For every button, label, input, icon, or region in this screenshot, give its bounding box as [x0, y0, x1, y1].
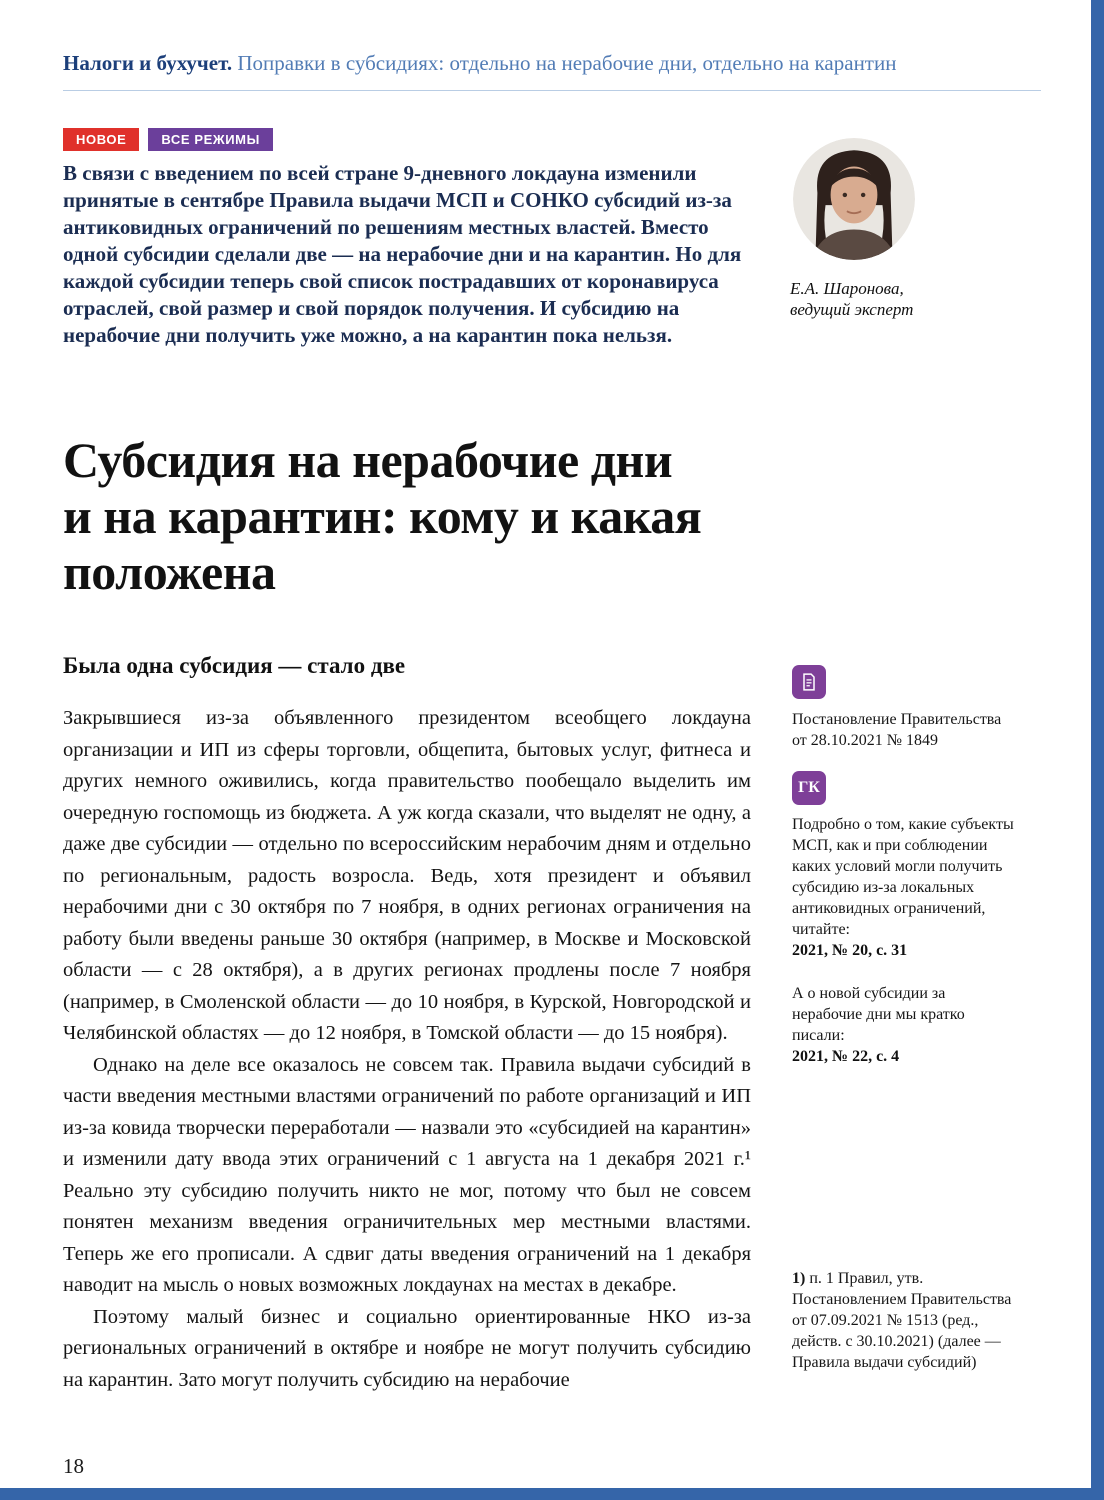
author-role: ведущий эксперт — [790, 300, 914, 319]
sidebar-note-details: Подробно о том, какие субъекты МСП, как и при соблюдении каких условий могли получить субсидию из-за локальных антиковидных ограничений, читайте: — [792, 816, 1014, 938]
footnote-marker: 1) — [792, 1270, 806, 1287]
article-topic: Поправки в субсидиях: отдельно на нерабочие дни, отдельно на карантин — [232, 51, 897, 75]
running-header — [63, 50, 1041, 91]
right-edge-bar — [1091, 0, 1104, 1500]
body-paragraph: Поэтому малый бизнес и социально ориентированные НКО из-за региональных ограничений в октябре и ноябре не могут получить субсидию на карантин. Зато могут получить субсидию на нерабочие — [63, 1305, 751, 1391]
author-name: Е.А. Шаронова, — [790, 279, 904, 298]
issue-reference: 2021, № 20, с. 31 — [792, 942, 908, 959]
article-title — [63, 432, 923, 600]
document-icon — [792, 665, 826, 699]
page-number: 18 — [63, 1454, 84, 1478]
article-title-line: Субсидия на нерабочие дни — [63, 432, 673, 488]
author-photo — [793, 138, 915, 260]
issue-reference: 2021, № 22, с. 4 — [792, 1048, 900, 1065]
body-paragraph: Закрывшиеся из-за объявленного президентом всеобщего локдауна организации и ИП из сферы торговли, общепита, бытовых услуг, фитнеса и других немного оживились, когда правительство пообещало выделить им очередную госпомощь из бюджета. А уж когда сказали, что выделят не одну, а даже две субсидии — отдельно по всероссийским нерабочим дням и отдельно по региональным, радость возросла. Ведь, хотя президент и объявил нерабочими дни с 30 октября по 7 ноября, в одних регионах ограничения на работу были введены раньше 30 октября (например, в Москве и Московской области — с 28 октября), а в других регионах продлены после 7 ноября (например, в Смоленской области — до 10 ноября, в Курской, Новгородской и Челябинской областях — до 12 ноября, в Томской области — до 15 ноября). — [63, 707, 751, 1044]
section-heading: Была одна субсидия — стало две — [63, 653, 406, 678]
sidebar-note-regulation: Постановление Правительства от 28.10.2021 № 1849 — [792, 711, 1002, 749]
lead-paragraph: В связи с введением по всей стране 9-дневного локдауна изменили принятые в сентябре Правила выдачи МСП и СОНКО субсидий из-за антиковидных ограничений по решениям местных властей. Вместо одной субсидии сделали две — на нерабочие дни и на карантин. Но для каждой субсидии теперь свой список пострадавших от коронавируса отраслей, свой размер и свой порядок получения. И субсидию на нерабочие дни получить уже можно, а на карантин пока нельзя. — [63, 161, 742, 347]
article-title-line: положена — [63, 544, 276, 600]
article-body — [63, 703, 751, 1396]
gk-logo-label: ГК — [798, 779, 820, 796]
footnote-text: п. 1 Правил, утв. Постановлением Правительства от 07.09.2021 № 1513 (ред., действ. с 30.10.2021) (далее — Правила выдачи субсидий) — [792, 1270, 1012, 1371]
body-paragraph: Однако на деле все оказалось не совсем так. Правила выдачи субсидий в части введения местными властями ограничений по работе организаций и ИП из-за ковида творчески переработали — назвали это «субсидией на карантин» и изменили дату ввода этих ограничений с 1 августа на 1 декабря 2021 г.¹ Реально эту субсидию получить никто не мог, потому что был не совсем понятен механизм введения ограничительных мер местными властями. Теперь же его прописали. А сдвиг даты введения ограничений на 1 декабря наводит на мысль о новых возможных локдаунах на местах в декабре. — [63, 1053, 751, 1296]
sidebar — [792, 665, 1018, 1067]
sidebar-note-new-subsidy: А о новой субсидии за нерабочие дни мы кратко писали: — [792, 985, 965, 1044]
author-block — [790, 138, 1020, 320]
rubric-label: Налоги и бухучет. — [63, 51, 233, 75]
footnote — [792, 1268, 1024, 1373]
bottom-edge-bar — [0, 1488, 1104, 1500]
badges-row — [63, 128, 273, 151]
badge-all-modes: ВСЕ РЕЖИМЫ — [148, 128, 273, 151]
article-title-line: и на карантин: кому и какая — [63, 488, 702, 544]
gk-logo-icon — [792, 771, 826, 805]
badge-new: НОВОЕ — [63, 128, 139, 151]
